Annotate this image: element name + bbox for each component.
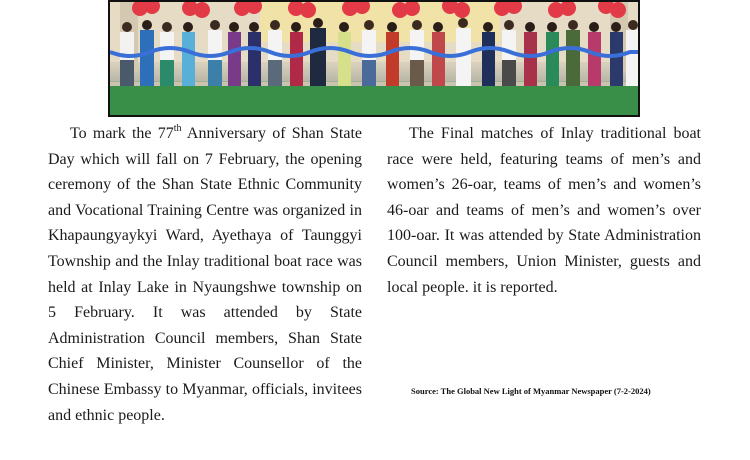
article-left-column [48, 121, 362, 428]
ordinal-suffix: th [173, 122, 182, 134]
ceremony-photo [108, 0, 640, 117]
paragraph-lead: To mark the 77 [70, 125, 174, 142]
article-right-column [387, 121, 701, 300]
source-citation: Source: The Global New Light of Myanmar Newspaper (7-2-2024) [411, 386, 651, 396]
ribbon-cutting-illustration [110, 2, 640, 117]
paragraph-body: Anniversary of Shan State Day which will fall on 7 February, the opening ceremony of the Shan State Ethnic Community and Vocational Training Centre was organized in Khapaungyaykyi Ward, Ayethaya of Taunggyi Township and the Inlay traditional boat race was held at Inlay Lake in Nyaungshwe township on 5 February. It was attended by State Administration Council members, Shan State Chief Minister, Minister Counsellor of the Chinese Embassy to Myanmar, officials, invitees and ethnic people. [48, 125, 363, 424]
article-paragraph [48, 121, 362, 428]
article-paragraph: The Final matches of Inlay traditional boat race were held, featuring teams of men’s and women’s 26-oar, teams of men’s and women’s 46-oar and teams of men’s and women’s over 100-oar. It was attended by State Administration Council members, Union Minister, guests and local people. it is reported. [387, 125, 701, 296]
